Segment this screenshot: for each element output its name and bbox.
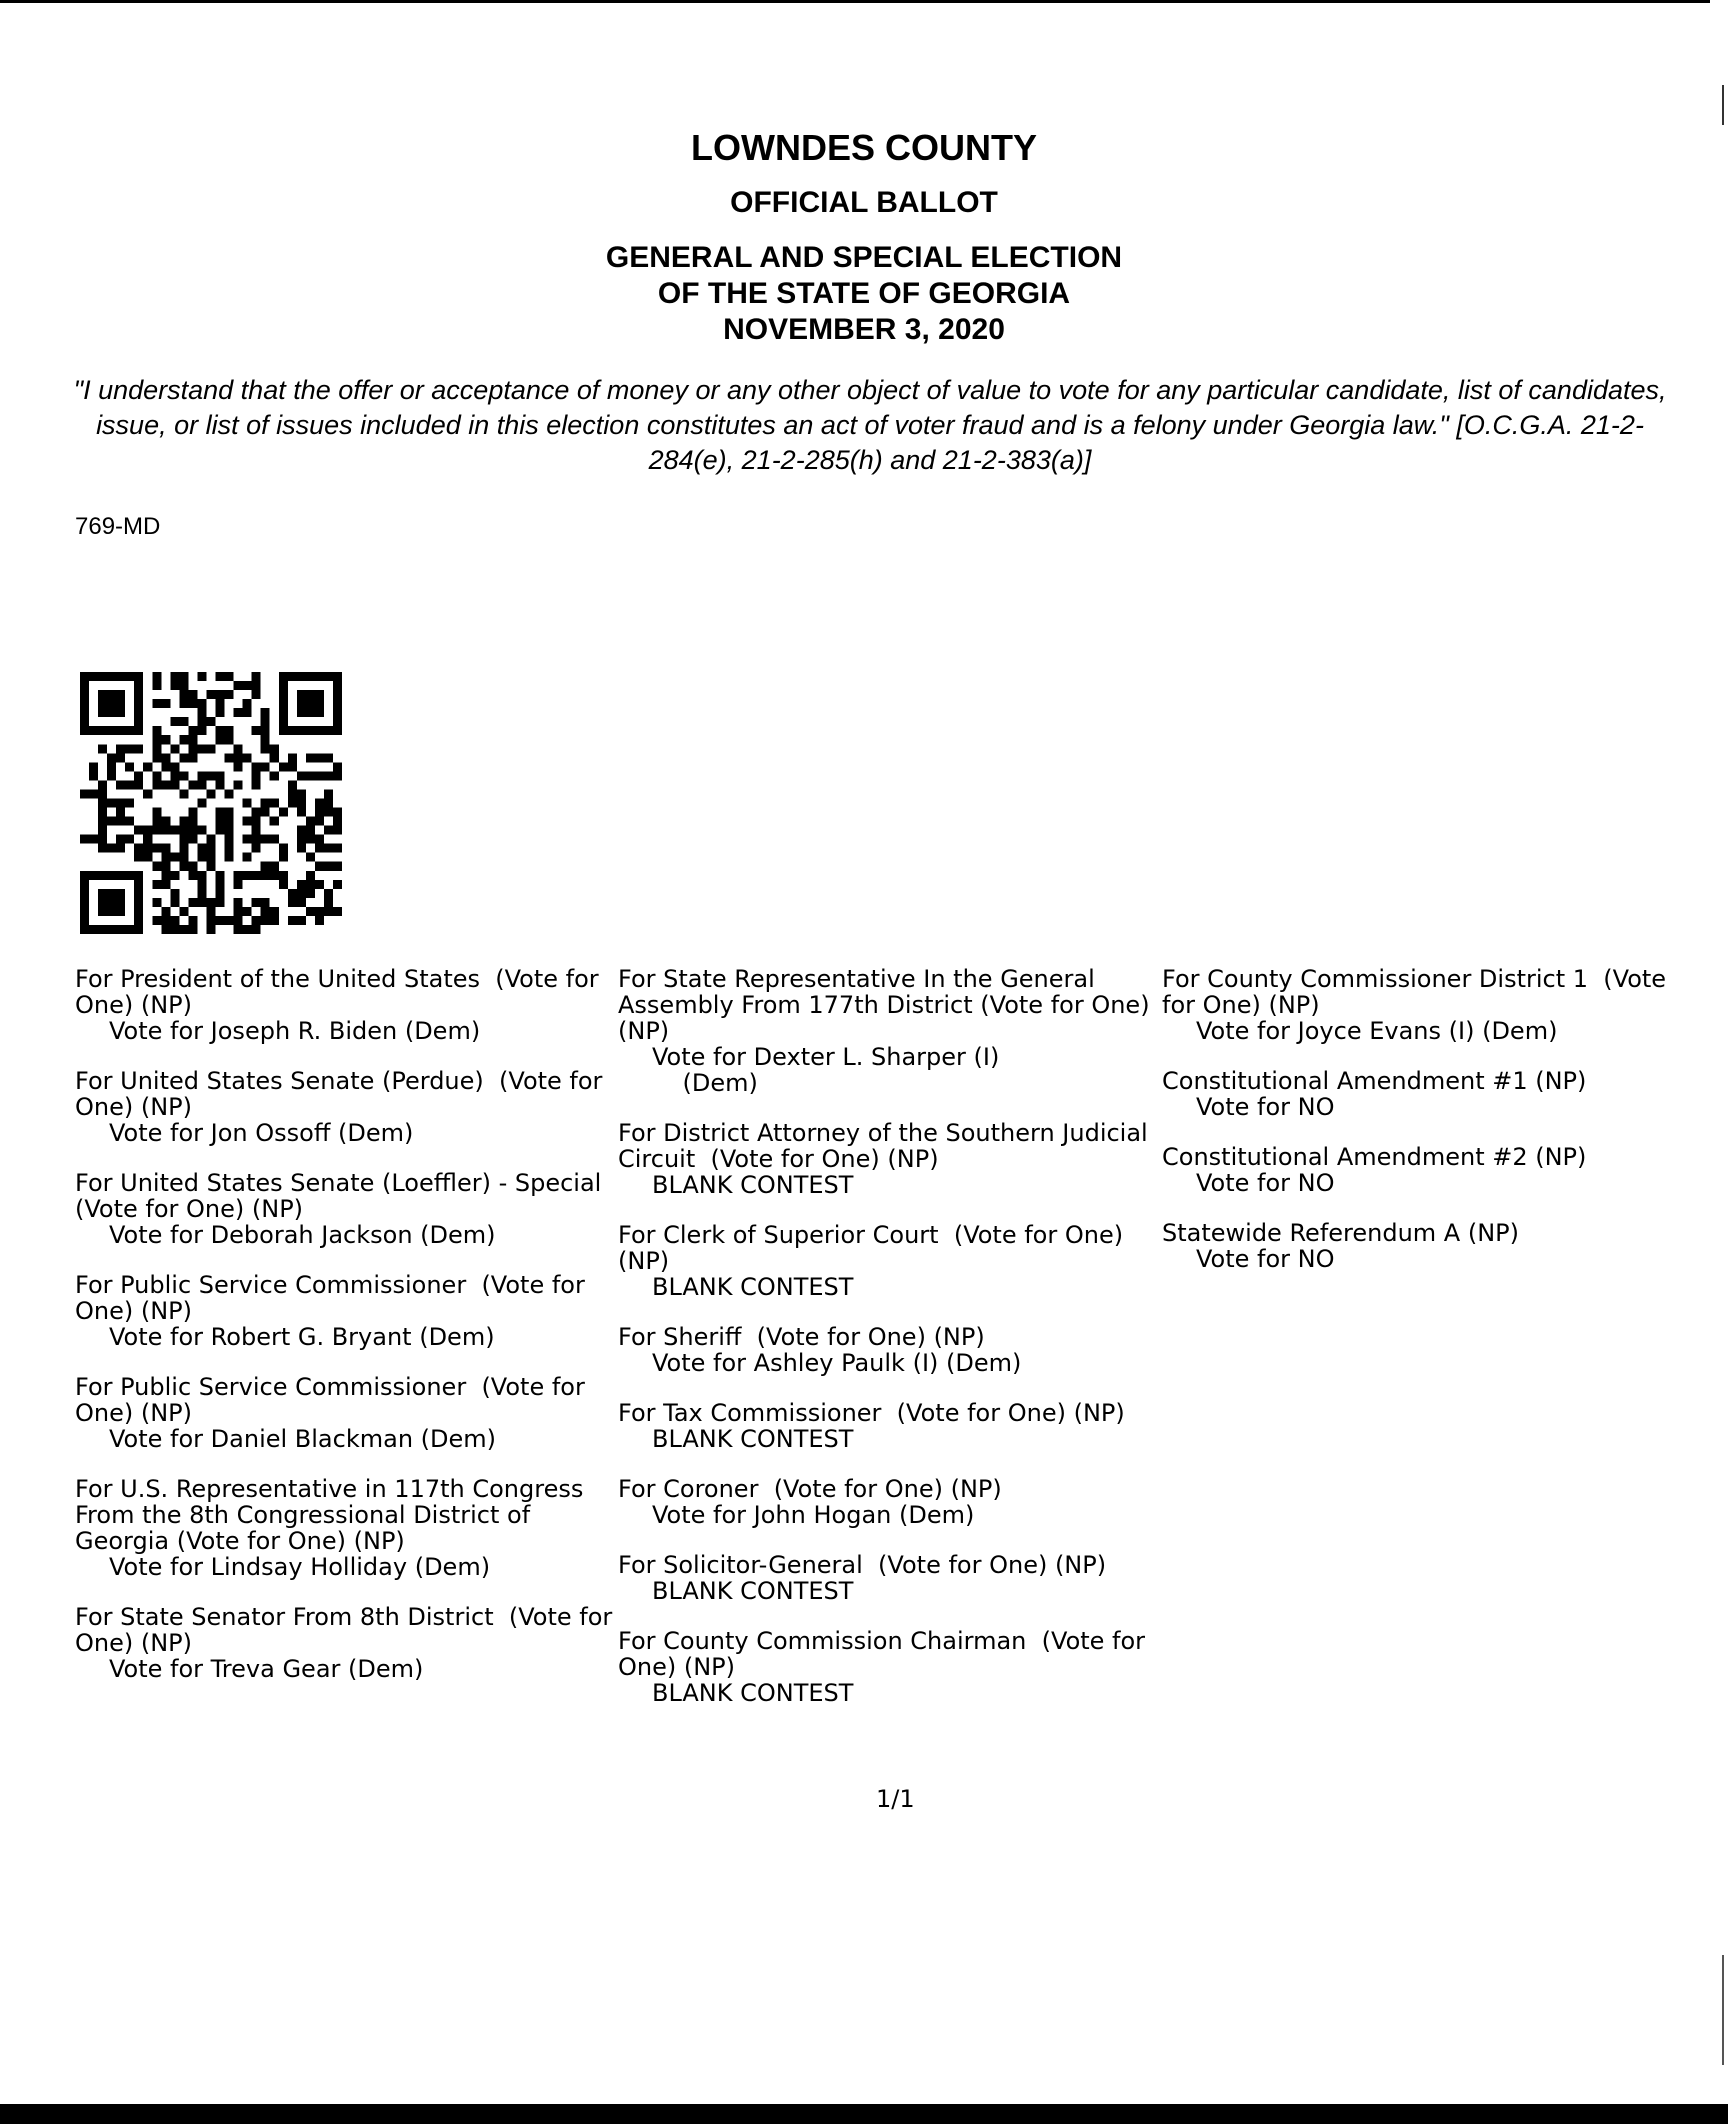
contest-item xyxy=(75,1170,620,1248)
bottom-scan-bar xyxy=(0,2104,1728,2124)
contest-item xyxy=(75,1374,620,1452)
contest-item xyxy=(618,1222,1163,1300)
contest-item xyxy=(618,1552,1163,1604)
contest-column-2 xyxy=(618,966,1163,1730)
contest-selection: BLANK CONTEST xyxy=(652,1425,854,1453)
contest-selection: Vote for NO xyxy=(1196,1169,1335,1197)
contest-item xyxy=(75,966,620,1044)
election-line-2: OF THE STATE OF GEORGIA xyxy=(657,277,1071,310)
county-title: LOWNDES COUNTY xyxy=(691,127,1037,168)
contest-title: For County Commission Chairman (Vote for One) (NP) xyxy=(618,1627,1153,1681)
contest-item xyxy=(75,1272,620,1350)
contest-item xyxy=(75,1604,620,1682)
election-title xyxy=(0,240,1728,348)
page-number: 1/1 xyxy=(876,1785,915,1813)
contest-selection: Vote for Lindsay Holliday (Dem) xyxy=(109,1553,491,1581)
scan-edge-mark xyxy=(1722,1955,1724,2065)
contest-item xyxy=(1162,966,1682,1044)
contest-title: For Coroner (Vote for One) (NP) xyxy=(618,1475,1002,1503)
contest-selection: Vote for NO xyxy=(1196,1245,1335,1273)
ballot-style-id: 769-MD xyxy=(75,513,161,540)
election-line-1: GENERAL AND SPECIAL ELECTION xyxy=(605,241,1123,274)
contest-title: For Tax Commissioner (Vote for One) (NP) xyxy=(618,1399,1125,1427)
contest-selection: Vote for Ashley Paulk (I) (Dem) xyxy=(652,1349,1022,1377)
contest-title: For United States Senate (Loeffler) - Special (Vote for One) (NP) xyxy=(75,1169,617,1223)
contest-title: For President of the United States (Vote for One) (NP) xyxy=(75,965,607,1019)
ballot-header xyxy=(0,128,1728,348)
contest-column-1 xyxy=(75,966,620,1706)
contest-title: For County Commissioner District 1 (Vote for One) (NP) xyxy=(1162,965,1674,1019)
ballot-type: OFFICIAL BALLOT xyxy=(730,186,998,219)
contest-selection: Vote for Robert G. Bryant (Dem) xyxy=(109,1323,495,1351)
contest-title: For Sheriff (Vote for One) (NP) xyxy=(618,1323,985,1351)
contest-title: Statewide Referendum A (NP) xyxy=(1162,1219,1519,1247)
contest-title: For Clerk of Superior Court (Vote for One) (NP) xyxy=(618,1221,1131,1275)
contest-selection: BLANK CONTEST xyxy=(652,1679,854,1707)
election-date: NOVEMBER 3, 2020 xyxy=(723,313,1005,346)
contest-item xyxy=(1162,1068,1682,1120)
contest-item xyxy=(618,1400,1163,1452)
contest-title: Constitutional Amendment #1 (NP) xyxy=(1162,1067,1587,1095)
contest-selection: Vote for Daniel Blackman (Dem) xyxy=(109,1425,497,1453)
voter-fraud-statement: "I understand that the offer or acceptance of money or any other object of value to vote for any particular candidate, list of candidates, issue, or list of issues included in this election constitutes an act of voter fraud and is a felony under Georgia law." [O.C.G.A. 21-2-284(e), 21-2-285(h) and 21-2-383(a)] xyxy=(73,375,1667,475)
contest-item xyxy=(618,1120,1163,1198)
contest-item xyxy=(1162,1144,1682,1196)
contest-selection: Vote for Dexter L. Sharper (I) (Dem) xyxy=(652,1043,1000,1097)
contest-selection: Vote for Joseph R. Biden (Dem) xyxy=(109,1017,481,1045)
qr-code-icon xyxy=(72,672,350,934)
contest-title: For United States Senate (Perdue) (Vote for One) (NP) xyxy=(75,1067,611,1121)
contest-title: For Solicitor-General (Vote for One) (NP) xyxy=(618,1551,1107,1579)
contest-item xyxy=(618,966,1163,1096)
contest-selection: BLANK CONTEST xyxy=(652,1171,854,1199)
contest-item xyxy=(618,1628,1163,1706)
contest-item xyxy=(1162,1220,1682,1272)
contest-selection: Vote for Joyce Evans (I) (Dem) xyxy=(1196,1017,1558,1045)
contest-item xyxy=(75,1476,620,1580)
contest-selection: BLANK CONTEST xyxy=(652,1577,854,1605)
contest-column-3 xyxy=(1162,966,1682,1296)
top-edge-rule xyxy=(0,0,1710,3)
contest-selection: Vote for Deborah Jackson (Dem) xyxy=(109,1221,496,1249)
contest-selection: Vote for John Hogan (Dem) xyxy=(652,1501,975,1529)
contest-title: Constitutional Amendment #2 (NP) xyxy=(1162,1143,1587,1171)
contest-title: For State Senator From 8th District (Vote for One) (NP) xyxy=(75,1603,620,1657)
contest-item xyxy=(618,1324,1163,1376)
scan-edge-mark xyxy=(1722,85,1724,125)
contest-selection: Vote for Jon Ossoff (Dem) xyxy=(109,1119,414,1147)
contest-item xyxy=(618,1476,1163,1528)
contest-title: For Public Service Commissioner (Vote for One) (NP) xyxy=(75,1373,593,1427)
contest-title: For Public Service Commissioner (Vote for One) (NP) xyxy=(75,1271,593,1325)
contest-title: For State Representative In the General Assembly From 177th District (Vote for One) (NP) xyxy=(618,965,1158,1045)
contest-selection: BLANK CONTEST xyxy=(652,1273,854,1301)
contest-title: For U.S. Representative in 117th Congress From the 8th Congressional District of Georgia (Vote for One) (NP) xyxy=(75,1475,591,1555)
contest-selection: Vote for NO xyxy=(1196,1093,1335,1121)
contest-title: For District Attorney of the Southern Judicial Circuit (Vote for One) (NP) xyxy=(618,1119,1156,1173)
contest-selection: Vote for Treva Gear (Dem) xyxy=(109,1655,424,1683)
contest-item xyxy=(75,1068,620,1146)
